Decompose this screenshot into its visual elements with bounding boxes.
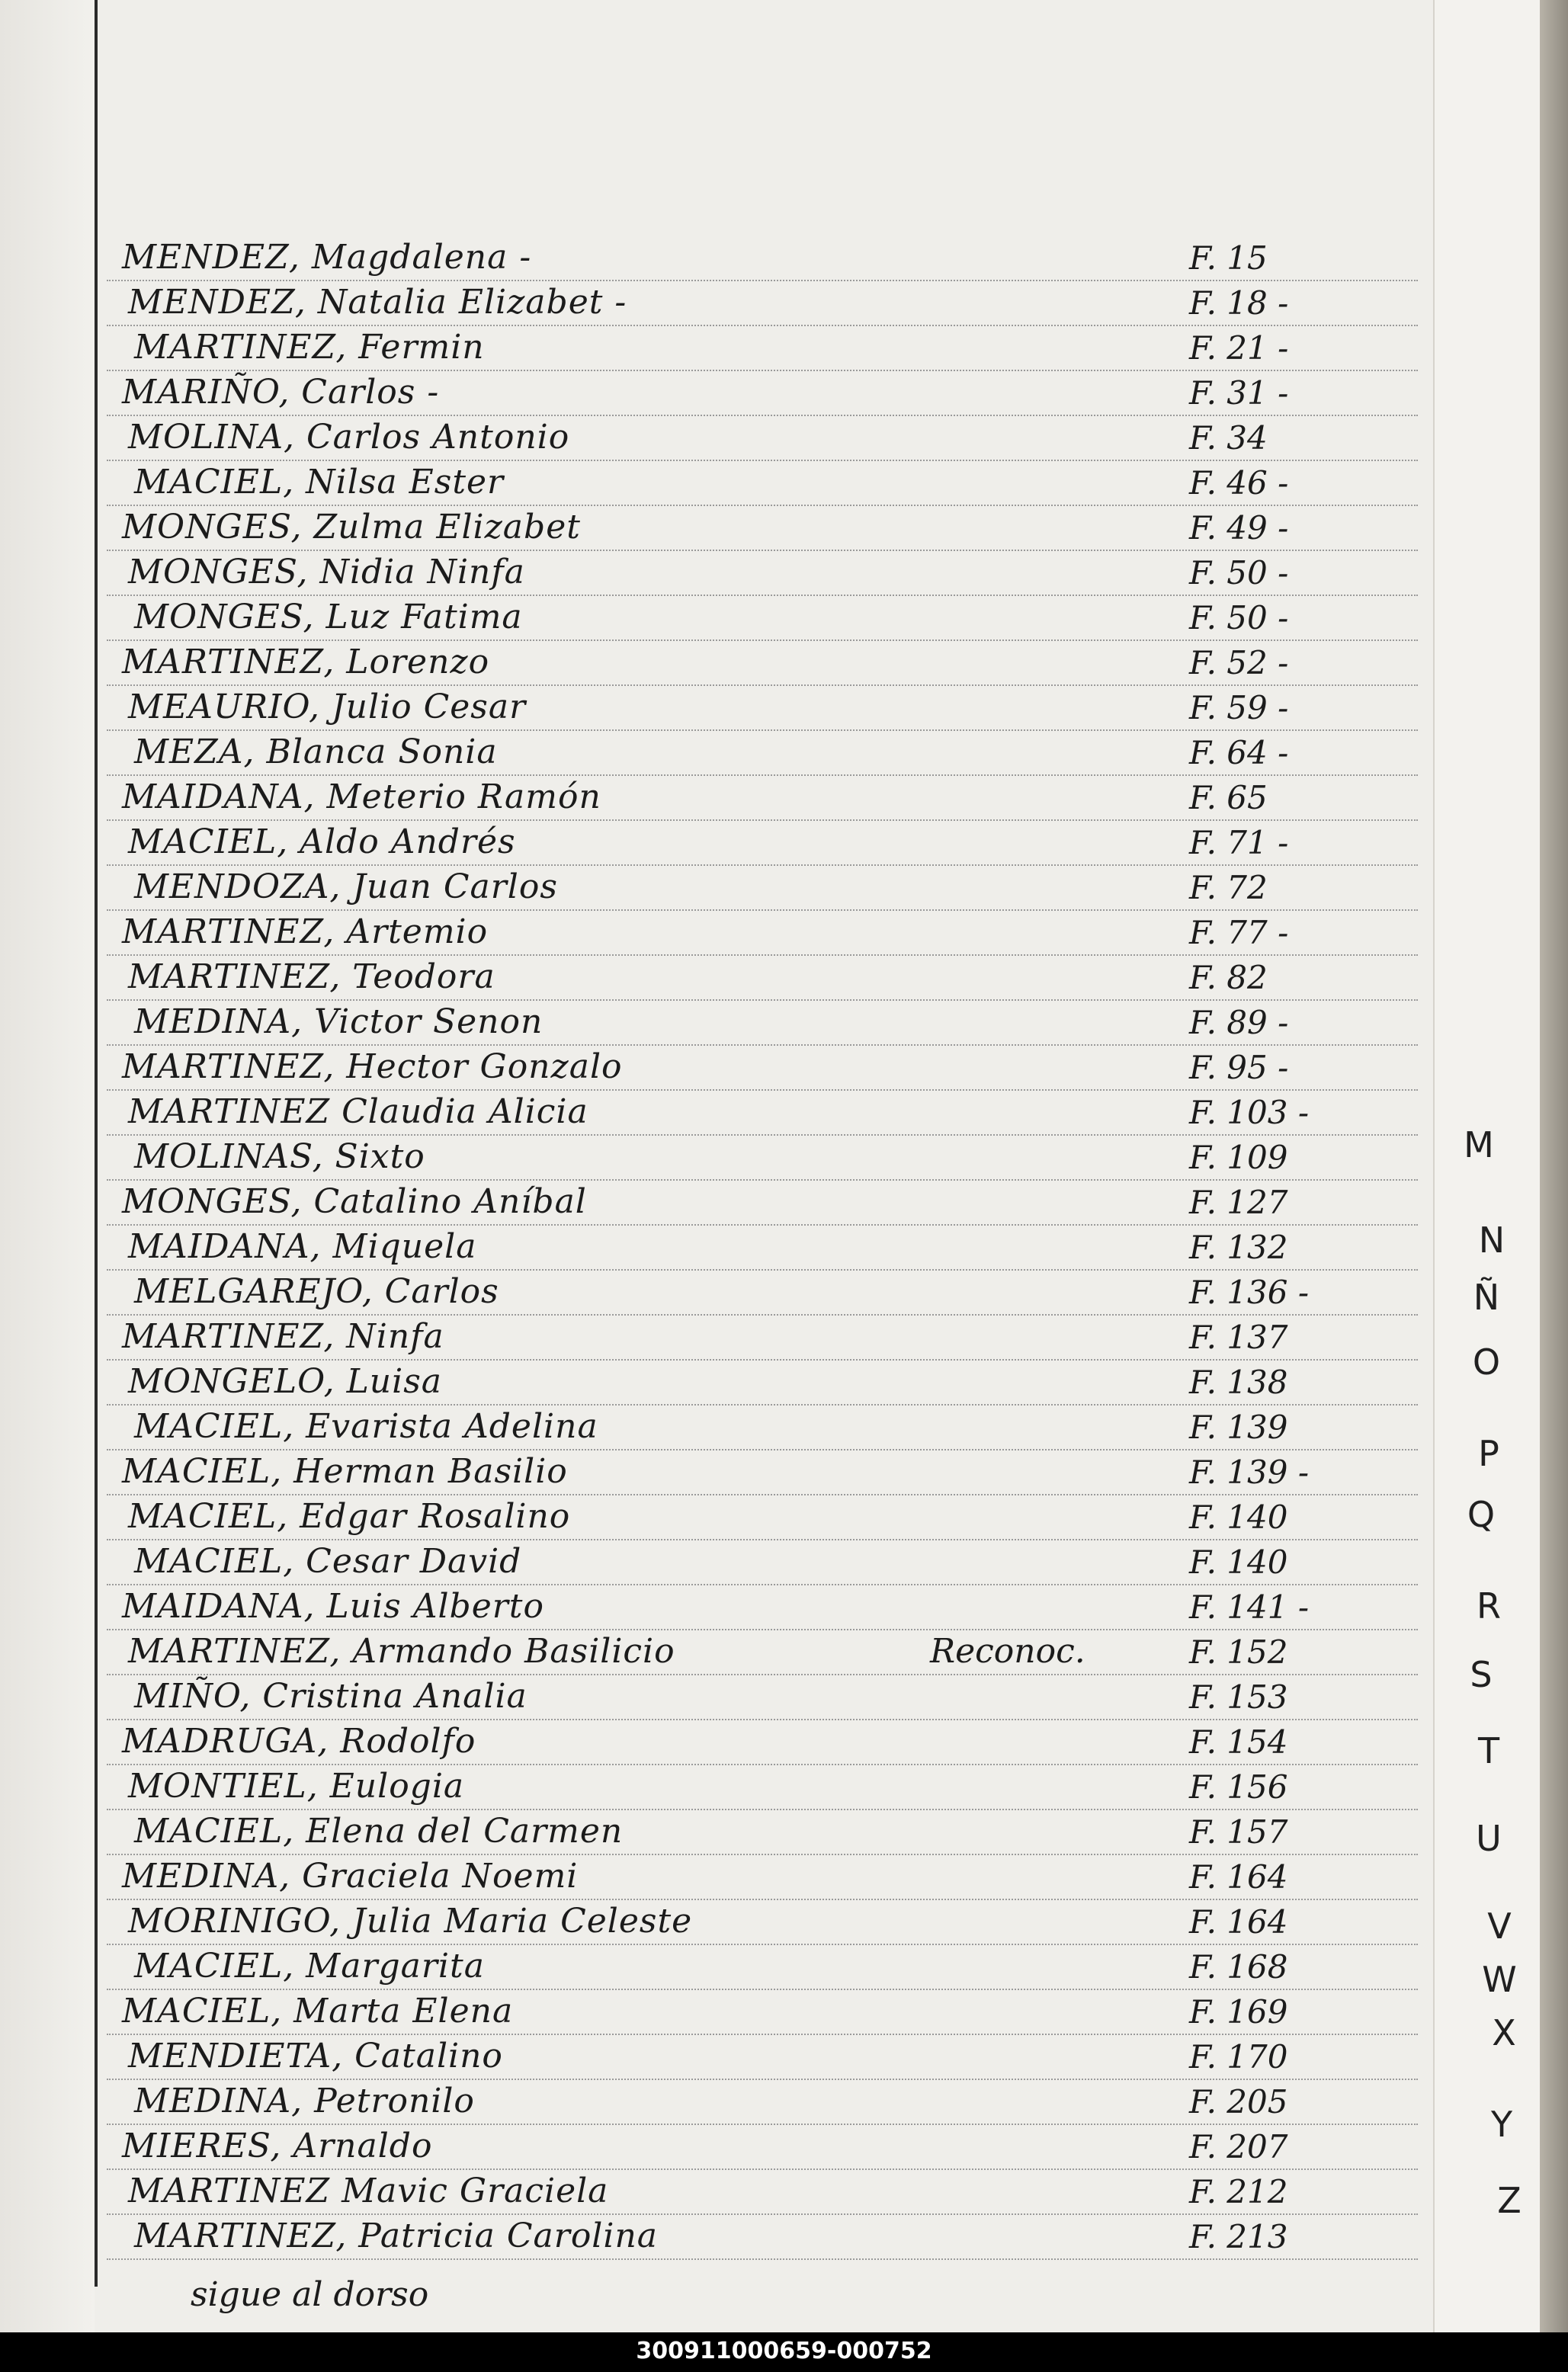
entry-folio: F. 164 xyxy=(1189,1903,1288,1941)
entry-folio: F. 164 xyxy=(1189,1858,1288,1896)
entry-name: MACIEL, Nilsa Ester xyxy=(134,463,505,502)
ledger-row xyxy=(107,281,1418,326)
entry-name: MEDINA, Victor Senon xyxy=(134,1002,544,1041)
index-tab[interactable]: U xyxy=(1476,1818,1502,1859)
entry-name: MEZA, Blanca Sonia xyxy=(134,732,498,771)
entry-folio: F. 170 xyxy=(1189,2038,1288,2076)
index-tab[interactable]: Y xyxy=(1490,2104,1513,2145)
ledger-row xyxy=(107,506,1418,551)
ledger-row xyxy=(107,1720,1418,1765)
binding-strip xyxy=(0,0,95,2332)
page-edge xyxy=(1540,0,1568,2332)
ledger-row xyxy=(107,1046,1418,1091)
entry-name: MARTINEZ, Lorenzo xyxy=(122,643,490,681)
index-tab[interactable]: Q xyxy=(1467,1494,1496,1535)
ledger-row xyxy=(107,461,1418,506)
index-tab[interactable]: Ñ xyxy=(1473,1277,1500,1318)
ledger-row xyxy=(107,2170,1418,2215)
ledger-row xyxy=(107,1271,1418,1316)
entry-folio: F. 18 - xyxy=(1189,284,1289,322)
ledger-row xyxy=(107,1675,1418,1720)
entry-folio: F. 71 - xyxy=(1189,824,1289,861)
entry-folio: F. 52 - xyxy=(1189,644,1289,681)
entry-folio: F. 89 - xyxy=(1189,1004,1289,1041)
index-tab[interactable]: X xyxy=(1492,2012,1516,2053)
ledger-row xyxy=(107,2080,1418,2125)
entry-name: MACIEL, Aldo Andrés xyxy=(128,822,516,861)
index-tab[interactable]: T xyxy=(1477,1730,1500,1771)
entry-name: MONGES, Nidia Ninfa xyxy=(128,553,525,591)
ledger-row xyxy=(107,596,1418,641)
entry-folio: F. 140 xyxy=(1189,1499,1288,1536)
ledger-row xyxy=(107,326,1418,371)
entry-folio: F. 207 xyxy=(1189,2128,1288,2165)
ledger-row xyxy=(107,686,1418,731)
ledger-row xyxy=(107,1316,1418,1361)
entry-name: MACIEL, Marta Elena xyxy=(122,1992,514,2031)
entry-folio: F. 152 xyxy=(1189,1633,1288,1671)
ledger-row xyxy=(107,911,1418,956)
footer-note: sigue al dorso xyxy=(191,2275,429,2314)
ledger-row xyxy=(107,551,1418,596)
entry-name: MIERES, Arnaldo xyxy=(122,2127,433,2165)
entry-name: MAIDANA, Meterio Ramón xyxy=(122,777,601,816)
entry-folio: F. 109 xyxy=(1189,1139,1288,1176)
entry-folio: F. 34 xyxy=(1189,419,1268,457)
index-tab[interactable]: P xyxy=(1478,1433,1499,1474)
ledger-row xyxy=(107,2035,1418,2080)
ledger-entries xyxy=(107,236,1418,2260)
ledger-row xyxy=(107,371,1418,416)
ledger-row xyxy=(107,416,1418,461)
entry-folio: F. 136 - xyxy=(1189,1274,1310,1311)
entry-name: MACIEL, Evarista Adelina xyxy=(134,1407,598,1446)
ledger-row xyxy=(107,821,1418,866)
entry-folio: F. 132 xyxy=(1189,1229,1288,1266)
index-tab[interactable]: S xyxy=(1470,1654,1493,1695)
entry-name: MAIDANA, Miquela xyxy=(128,1227,477,1266)
entry-folio: F. 59 - xyxy=(1189,689,1289,726)
entry-name: MARTINEZ, Armando Basilicio xyxy=(128,1632,675,1671)
ledger-row xyxy=(107,2215,1418,2260)
index-tab[interactable]: W xyxy=(1482,1959,1517,2000)
index-tab[interactable]: V xyxy=(1487,1906,1512,1947)
entry-folio: F. 139 - xyxy=(1189,1454,1310,1491)
entry-folio: F. 50 - xyxy=(1189,599,1289,636)
entry-folio: F. 138 xyxy=(1189,1364,1288,1401)
ledger-row xyxy=(107,866,1418,911)
ledger-row xyxy=(107,1810,1418,1855)
ledger-row xyxy=(107,1990,1418,2035)
entry-folio: F. 169 xyxy=(1189,1993,1288,2031)
entry-name: MONGELO, Luisa xyxy=(128,1362,443,1401)
entry-name: MELGAREJO, Carlos xyxy=(134,1272,499,1311)
entry-folio: F. 156 xyxy=(1189,1768,1288,1806)
ledger-row xyxy=(107,1136,1418,1181)
entry-name: MARTINEZ, Teodora xyxy=(128,957,495,996)
entry-name: MONGES, Zulma Elizabet xyxy=(122,508,581,547)
entry-folio: F. 139 xyxy=(1189,1409,1288,1446)
ledger-row xyxy=(107,731,1418,776)
ledger-row xyxy=(107,1855,1418,1900)
ledger-row xyxy=(107,1495,1418,1540)
entry-name: MACIEL, Margarita xyxy=(134,1947,485,1986)
index-tab[interactable]: N xyxy=(1478,1220,1505,1261)
ledger-row xyxy=(107,1945,1418,1990)
entry-name: MARTINEZ, Patricia Carolina xyxy=(134,2217,659,2255)
entry-folio: F. 21 - xyxy=(1189,329,1289,367)
entry-folio: F. 153 xyxy=(1189,1678,1288,1716)
entry-name: MACIEL, Edgar Rosalino xyxy=(128,1497,571,1536)
entry-name: MEAURIO, Julio Cesar xyxy=(128,688,527,726)
entry-folio: F. 168 xyxy=(1189,1948,1288,1986)
entry-name: MARTINEZ Claudia Alicia xyxy=(128,1092,588,1131)
ledger-row xyxy=(107,1181,1418,1226)
margin-line xyxy=(95,0,98,2287)
ledger-row xyxy=(107,2125,1418,2170)
ledger-row xyxy=(107,641,1418,686)
ledger-row xyxy=(107,1226,1418,1271)
ledger-row xyxy=(107,1450,1418,1495)
entry-name: MEDINA, Petronilo xyxy=(134,2082,475,2120)
entry-name: MIÑO, Cristina Analia xyxy=(134,1677,527,1716)
entry-name: MARTINEZ, Artemio xyxy=(122,912,489,951)
entry-folio: F. 154 xyxy=(1189,1723,1288,1761)
entry-folio: F. 50 - xyxy=(1189,554,1289,591)
entry-folio: F. 77 - xyxy=(1189,914,1289,951)
entry-name: MOLINAS, Sixto xyxy=(134,1137,425,1176)
entry-folio: F. 64 - xyxy=(1189,734,1289,771)
entry-folio: F. 127 xyxy=(1189,1184,1288,1221)
entry-folio: F. 46 - xyxy=(1189,464,1289,502)
index-tab[interactable]: R xyxy=(1477,1585,1501,1627)
entry-name: MACIEL, Elena del Carmen xyxy=(134,1812,624,1851)
ledger-row xyxy=(107,776,1418,821)
ledger-row xyxy=(107,236,1418,281)
ledger-row xyxy=(107,1540,1418,1585)
entry-folio: F. 31 - xyxy=(1189,374,1289,412)
entry-name: MENDEZ, Magdalena - xyxy=(122,238,532,277)
entry-name: MARTINEZ Mavic Graciela xyxy=(128,2172,609,2210)
entry-name: MEDINA, Graciela Noemi xyxy=(122,1857,579,1896)
entry-folio: F. 95 - xyxy=(1189,1049,1289,1086)
entry-folio: F. 205 xyxy=(1189,2083,1288,2120)
entry-name: MACIEL, Cesar David xyxy=(134,1542,522,1581)
entry-folio: F. 65 xyxy=(1189,779,1268,816)
entry-folio: F. 49 - xyxy=(1189,509,1289,547)
entry-folio: F. 157 xyxy=(1189,1813,1288,1851)
ledger-row xyxy=(107,1001,1418,1046)
entry-folio: F. 141 - xyxy=(1189,1588,1310,1626)
entry-name: MARTINEZ, Hector Gonzalo xyxy=(122,1047,623,1086)
ledger-row xyxy=(107,1765,1418,1810)
entry-name: MADRUGA, Rodolfo xyxy=(122,1722,476,1761)
entry-folio: F. 82 xyxy=(1189,959,1268,996)
entry-folio: F. 212 xyxy=(1189,2173,1288,2210)
ledger-row xyxy=(107,1361,1418,1406)
entry-name: MOLINA, Carlos Antonio xyxy=(128,418,570,457)
entry-folio: F. 213 xyxy=(1189,2218,1288,2255)
entry-name: MONGES, Catalino Aníbal xyxy=(122,1182,587,1221)
entry-folio: F. 72 xyxy=(1189,869,1268,906)
index-tab[interactable]: O xyxy=(1472,1341,1501,1383)
index-tab[interactable]: Z xyxy=(1497,2180,1522,2221)
entry-name: MENDIETA, Catalino xyxy=(128,2037,503,2076)
entry-name: MACIEL, Herman Basilio xyxy=(122,1452,568,1491)
entry-note: Reconoc. xyxy=(930,1632,1085,1671)
ledger-row xyxy=(107,1585,1418,1630)
ledger-row xyxy=(107,1630,1418,1675)
entry-name: MENDEZ, Natalia Elizabet - xyxy=(128,283,627,322)
index-tab-m[interactable]: M xyxy=(1464,1124,1494,1165)
entry-folio: F. 140 xyxy=(1189,1543,1288,1581)
entry-name: MARTINEZ, Fermin xyxy=(134,328,485,367)
ledger-row xyxy=(107,1406,1418,1450)
entry-name: MARIÑO, Carlos - xyxy=(122,373,440,412)
image-caption: 300911000659-000752 xyxy=(636,2338,932,2364)
entry-name: MAIDANA, Luis Alberto xyxy=(122,1587,544,1626)
ledger-row xyxy=(107,1091,1418,1136)
entry-name: MONTIEL, Eulogia xyxy=(128,1767,465,1806)
entry-folio: F. 137 xyxy=(1189,1319,1288,1356)
entry-name: MARTINEZ, Ninfa xyxy=(122,1317,444,1356)
entry-name: MORINIGO, Julia Maria Celeste xyxy=(128,1902,693,1941)
ledger-row xyxy=(107,1900,1418,1945)
ledger-row xyxy=(107,956,1418,1001)
entry-name: MENDOZA, Juan Carlos xyxy=(134,867,558,906)
entry-folio: F. 103 - xyxy=(1189,1094,1310,1131)
entry-name: MONGES, Luz Fatima xyxy=(134,598,523,636)
entry-folio: F. 15 xyxy=(1189,239,1268,277)
